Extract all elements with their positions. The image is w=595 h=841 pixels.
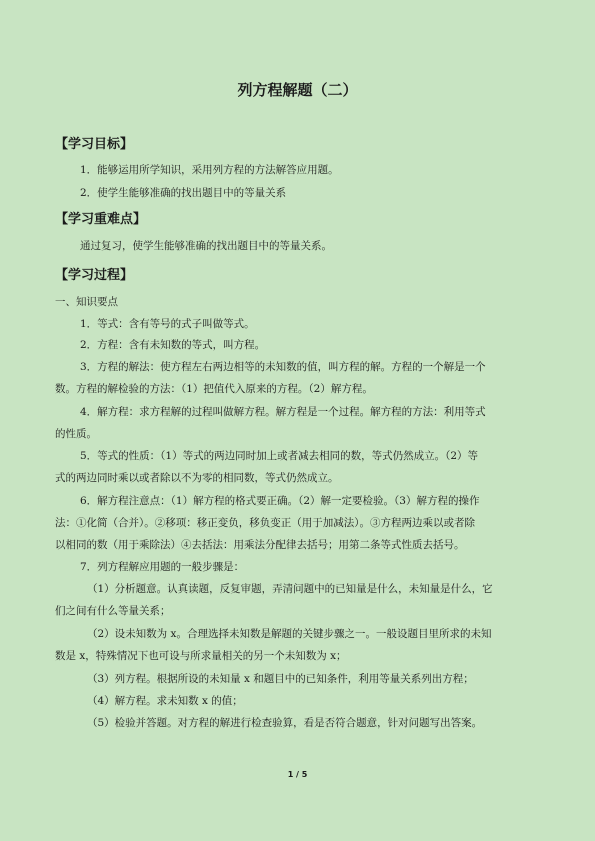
knowledge-item-4-line-1: 4．解方程：求方程解的过程叫做解方程。解方程是一个过程。解方程的方法：利用等式 (80, 406, 486, 418)
knowledge-item-7: 7．列方程解应用题的一般步骤是： (80, 561, 245, 573)
goal-item-1: 1．能够运用所学知识，采用列方程的方法解答应用题。 (80, 164, 339, 176)
goal-item-2: 2．使学生能够准确的找出题目中的等量关系 (80, 187, 287, 199)
section-heading-key-points: 【学习重难点】 (55, 212, 147, 227)
page-number: 1 / 5 (287, 770, 308, 779)
step-5: （5）检验并答题。对方程的解进行检查验算，看是否符合题意，针对问题写出答案。 (87, 717, 483, 729)
step-1-line-1: （1）分析题意。认真读题，反复审题，弄清问题中的已知量是什么，未知量是什么，它 (87, 583, 493, 595)
knowledge-item-4-line-2: 的性质。 (55, 428, 97, 440)
knowledge-item-5-line-1: 5．等式的性质：（1）等式的两边同时加上或者减去相同的数，等式仍然成立。（2）等 (80, 450, 479, 462)
page-title: 列方程解题（二） (237, 81, 358, 99)
step-4: （4）解方程。求未知数 x 的值； (87, 695, 243, 707)
knowledge-item-5-line-2: 式的两边同时乘以或者除以不为零的相同数，等式仍然成立。 (55, 472, 339, 484)
knowledge-item-6-line-3: 以相同的数（用于乘除法）④去括法：用乘法分配律去括号；用第二条等式性质去括号。 (55, 539, 465, 551)
step-2-line-1: （2）设未知数为 x。合理选择未知数是解题的关键步骤之一。一般设题目里所求的未知 (87, 628, 492, 640)
knowledge-item-6-line-1: 6．解方程注意点：（1）解方程的格式要正确。（2）解一定要检验。（3）解方程的操作 (80, 495, 480, 507)
knowledge-item-3-line-2: 数。方程的解检验的方法：（1）把值代入原来的方程。（2）解方程。 (55, 383, 373, 395)
knowledge-heading: 一、知识要点 (55, 296, 118, 308)
knowledge-item-6-line-2: 法：①化简（合并）。②移项：移正变负，移负变正（用于加减法）。③方程两边乘以或者除 (55, 517, 475, 529)
step-1-line-2: 们之间有什么等量关系； (55, 605, 171, 617)
step-2-line-2: 数是 x，特殊情况下也可设与所求量相关的另一个未知数为 x； (55, 650, 347, 662)
knowledge-item-2: 2．方程：含有未知数的等式，叫方程。 (80, 339, 266, 351)
section-heading-goals: 【学习目标】 (55, 137, 134, 152)
section-heading-process: 【学习过程】 (55, 268, 134, 283)
knowledge-item-1: 1．等式：含有等号的式子叫做等式。 (80, 318, 255, 330)
knowledge-item-3-line-1: 3．方程的解法：使方程左右两边相等的未知数的值，叫方程的解。方程的一个解是一个 (80, 361, 486, 373)
step-3: （3）列方程。根据所设的未知量 x 和题目中的已知条件，利用等量关系列出方程； (87, 673, 474, 685)
key-point-text: 通过复习，使学生能够准确的找出题目中的等量关系。 (80, 240, 332, 252)
